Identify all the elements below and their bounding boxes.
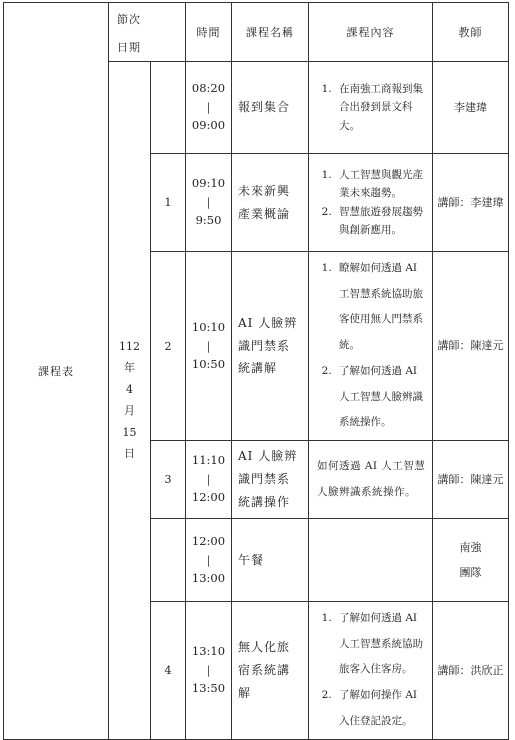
- session-number: 4: [164, 663, 172, 677]
- time-cell: [186, 62, 232, 154]
- course-content-cell: [309, 252, 433, 441]
- time-end: 9:50: [195, 213, 222, 227]
- teacher-name: 講師：陳達元: [437, 472, 504, 486]
- content-item: 2. 智慧旅遊發展趨勢與創新應用。: [335, 203, 426, 240]
- course-content-header: [309, 3, 433, 62]
- teacher-cell: [433, 252, 509, 441]
- teacher-name: 講師：李建瑋: [437, 195, 504, 209]
- teacher-name: 講師：洪欣正: [437, 663, 504, 677]
- time-cell: [186, 441, 232, 519]
- date-char: 4: [126, 382, 133, 396]
- course-content-cell: [309, 154, 433, 252]
- course-name-cell: [232, 519, 309, 602]
- time-start: 11:10: [191, 453, 226, 468]
- date-cell: [109, 62, 151, 740]
- course-content-cell: [309, 519, 433, 602]
- course-name-header: [232, 3, 309, 62]
- time-separator: |: [206, 339, 211, 353]
- content-item: 1. 在南強工商報到集合出發到景文科大。: [335, 80, 426, 135]
- teacher-cell: [433, 519, 509, 602]
- session-cell: [151, 441, 186, 519]
- teacher-name: 南強團隊: [459, 540, 482, 580]
- time-header-label: 時間: [196, 26, 221, 39]
- teacher-cell: [433, 602, 509, 740]
- time-cell: [186, 519, 232, 602]
- course-content-cell: [309, 602, 433, 740]
- session-cell: [151, 252, 186, 441]
- side-label: 課程表: [38, 364, 74, 378]
- course-content-cell: [309, 62, 433, 154]
- course-content-cell: [309, 441, 433, 519]
- time-end: 13:50: [191, 680, 226, 695]
- content-item: 1. 人工智慧與觀光產業未來趨勢。: [335, 166, 426, 203]
- teacher-header: [433, 3, 509, 62]
- session-cell: [151, 519, 186, 602]
- date-char: 日: [124, 447, 135, 461]
- date-char: 月: [124, 404, 135, 418]
- time-separator: |: [206, 553, 211, 567]
- time-separator: |: [206, 663, 211, 677]
- time-start: 13:10: [191, 644, 226, 659]
- time-end: 13:00: [191, 570, 226, 585]
- content-item: 1. 了解如何透過 AI 人工智慧系統協助旅客入住客房。: [335, 606, 426, 683]
- time-start: 09:10: [191, 176, 226, 191]
- date-header-label: 日期: [117, 41, 141, 54]
- time-separator: |: [206, 196, 211, 209]
- time-start: 10:10: [191, 319, 226, 334]
- teacher-header-label: 教師: [458, 26, 483, 39]
- date-char: 年: [124, 361, 135, 375]
- side-label-cell: [4, 3, 109, 740]
- course-content-header-label: 課程內容: [346, 26, 395, 39]
- time-start: 08:20: [191, 81, 226, 96]
- course-schedule-table: [3, 2, 509, 740]
- teacher-name: 講師：陳達元: [437, 339, 504, 353]
- course-name: 未來新興產業概論: [238, 183, 291, 221]
- content-item: 1. 瞭解如何透過 AI 工智慧系統協助旅客使用無人門禁系統。: [335, 256, 426, 359]
- time-separator: |: [206, 473, 211, 487]
- session-cell: [151, 602, 186, 740]
- course-name-header-label: 課程名稱: [246, 26, 294, 39]
- time-end: 10:50: [191, 356, 226, 371]
- time-cell: [186, 602, 232, 740]
- course-name: 報到集合: [238, 100, 291, 115]
- session-cell: [151, 62, 186, 154]
- session-number: 2: [164, 339, 172, 353]
- session-number: 1: [164, 196, 172, 209]
- time-end: 12:00: [191, 490, 226, 505]
- time-separator: |: [206, 101, 211, 114]
- course-name: AI 人臉辨識門禁系統講解: [238, 315, 298, 376]
- teacher-cell: [433, 441, 509, 519]
- content-text: 如何透過 AI 人工智慧人臉辨識系統操作。: [317, 460, 426, 498]
- teacher-cell: [433, 62, 509, 154]
- session-header-label: 節次: [117, 13, 141, 26]
- date-char: 15: [122, 425, 137, 439]
- time-cell: [186, 252, 232, 441]
- content-item: 2. 了解如何操作 AI 入住登記設定。: [335, 683, 426, 734]
- teacher-cell: [433, 154, 509, 252]
- date-char: 112: [119, 340, 140, 353]
- course-name: AI 人臉辨識門禁系統講操作: [238, 449, 298, 509]
- session-number: 3: [164, 473, 172, 487]
- time-cell: [186, 154, 232, 252]
- content-item: 2. 了解如何透過 AI 人工智慧人臉辨識系統操作。: [335, 359, 426, 436]
- vertical-date: [109, 336, 150, 465]
- course-name-cell: [232, 252, 309, 441]
- time-end: 09:00: [191, 118, 226, 132]
- course-name: 無人化旅宿系統講解: [238, 640, 291, 700]
- course-name-cell: [232, 62, 309, 154]
- time-header: [186, 3, 232, 62]
- course-name: 午餐: [238, 552, 265, 567]
- course-name-cell: [232, 441, 309, 519]
- session-date-header: [109, 3, 186, 62]
- time-start: 12:00: [191, 533, 226, 548]
- course-name-cell: [232, 154, 309, 252]
- teacher-name: 李建瑋: [454, 100, 487, 114]
- session-cell: [151, 154, 186, 252]
- course-name-cell: [232, 602, 309, 740]
- header-row: [4, 3, 509, 62]
